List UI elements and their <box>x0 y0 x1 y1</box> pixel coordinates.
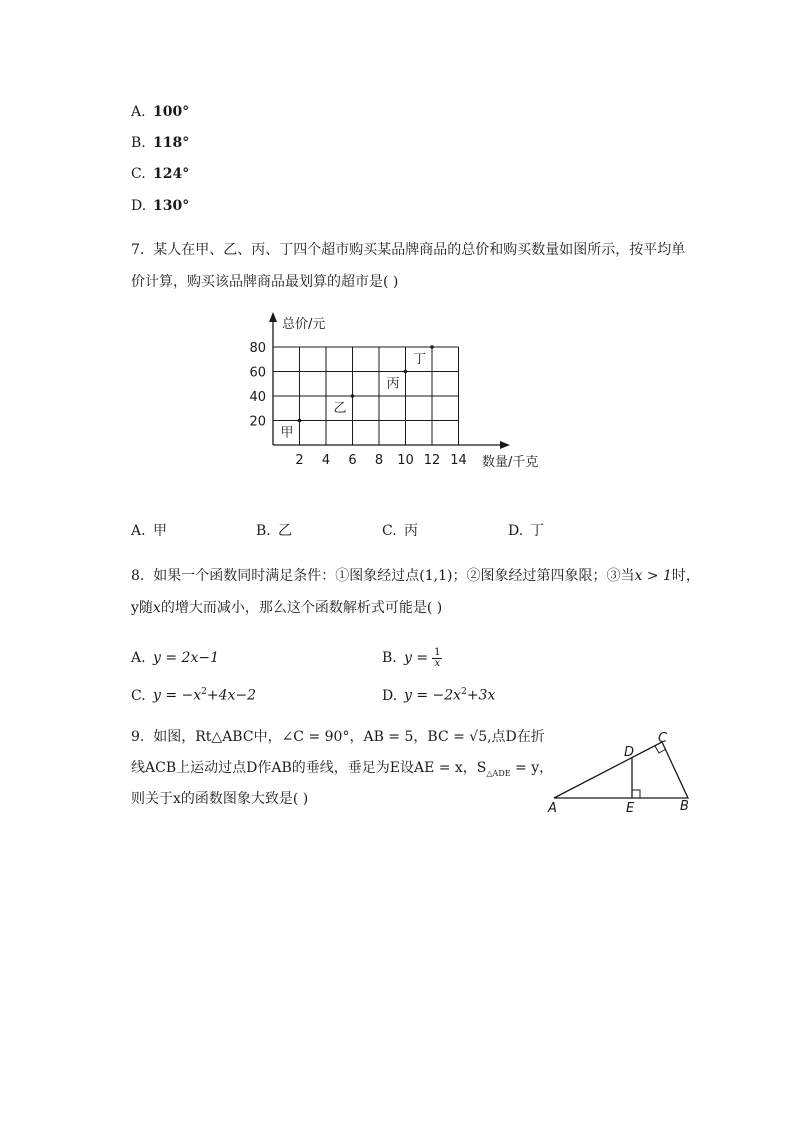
price-quantity-chart <box>240 308 560 473</box>
chart-points <box>280 345 433 440</box>
q8-option-b: B. y = $\frac{1}{x}$ <box>382 646 441 669</box>
data-point-label: 丁 <box>412 352 426 367</box>
right-angle-e <box>632 790 640 798</box>
data-point <box>351 394 355 398</box>
option-c: C. 124° <box>131 166 190 182</box>
q7-line2: 价计算，购买该品牌商品最划算的超市是( ) <box>131 274 399 290</box>
data-point-label: 乙 <box>333 401 347 416</box>
y-tick-label: 40 <box>249 390 266 405</box>
x-tick-label: 12 <box>423 453 441 468</box>
label-c: C <box>658 731 668 746</box>
option-c-value: 124° <box>153 166 190 182</box>
data-point-label: 甲 <box>280 425 294 441</box>
q7-line1: 7. 某人在甲、乙、丙、丁四个超市购买某品牌商品的总价和购买数量如图所示，按平均单 <box>131 242 686 258</box>
chart-ylabel: 总价/元 <box>282 317 326 332</box>
x-tick-label: 10 <box>397 453 414 468</box>
q7-option-a: A. 甲 <box>131 523 167 539</box>
option-a-value: 100° <box>153 104 190 120</box>
option-b-value: 118° <box>153 135 190 151</box>
chart-grid <box>273 347 459 445</box>
q9-line1: 9. 如图，Rt△ABC中，∠C = 90°，AB = 5，BC = √5,点D在折 <box>131 729 545 745</box>
option-d-value: 130° <box>153 198 190 214</box>
label-e: E <box>626 801 635 816</box>
q8-line2: y随x的增大而减小，那么这个函数解析式可能是( ) <box>131 600 443 616</box>
q8-option-c: C. $y = -x^2+4x-2$ <box>131 687 257 704</box>
q7-option-d: D. 丁 <box>508 523 544 539</box>
y-axis-arrow <box>269 312 277 322</box>
q9-line3: 则关于x的函数图象大致是( ) <box>131 791 309 807</box>
x-tick-label: 2 <box>295 453 304 468</box>
data-point <box>430 345 434 349</box>
label-a: A <box>548 801 557 816</box>
q8-line1: 8. 如果一个函数同时满足条件：①图象经过点(1,1)；②图象经过第四象限；③当x > 1时， <box>131 568 700 584</box>
q8-number: 8. <box>131 568 145 584</box>
x-tick-label: 6 <box>348 453 357 468</box>
triangle-figure <box>540 728 710 820</box>
q7-option-b: B. 乙 <box>256 523 292 539</box>
chart-ticks <box>249 341 466 468</box>
q9-number: 9. <box>131 729 145 745</box>
fraction: $\frac{1}{x}$ <box>434 646 441 669</box>
q8-option-d: D. $y = -2x^2+3x$ <box>382 687 496 704</box>
q8-option-a: A. y = 2x−1 <box>131 650 219 666</box>
data-point-label: 丙 <box>386 376 400 392</box>
label-b: B <box>680 799 689 814</box>
y-tick-label: 80 <box>249 341 266 356</box>
x-tick-label: 14 <box>450 453 467 468</box>
y-tick-label: 20 <box>249 414 266 430</box>
q7-option-c: C. 丙 <box>382 523 418 539</box>
option-a: A. 100° <box>131 104 190 120</box>
data-point <box>404 370 408 374</box>
q7-number: 7. <box>131 242 145 258</box>
chart-xlabel: 数量/千克 <box>482 455 539 470</box>
q9-line2: 线ACB上运动过点D作AB的垂线，垂足为E设AE = x，$S_{\triangle ADE} = y$， <box>131 760 554 778</box>
x-tick-label: 4 <box>321 453 331 468</box>
x-tick-label: 8 <box>374 453 384 468</box>
triangle-abc <box>554 742 688 798</box>
data-point <box>298 419 302 423</box>
label-d: D <box>624 745 635 760</box>
option-b: B. 118° <box>131 135 190 151</box>
option-d: D. 130° <box>131 198 190 214</box>
y-tick-label: 60 <box>249 365 266 381</box>
x-axis-arrow <box>500 441 510 449</box>
